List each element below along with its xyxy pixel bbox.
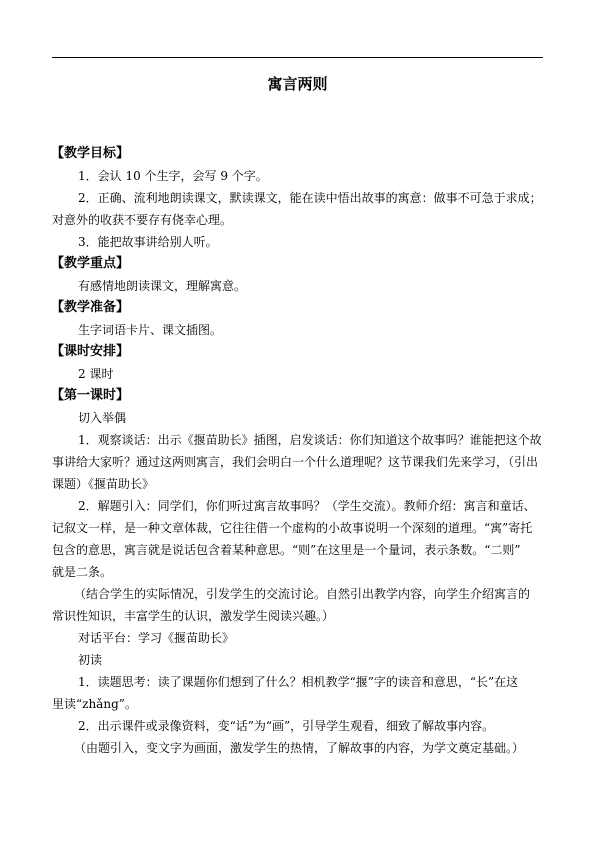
section-heading-preparation: 【教学准备】 bbox=[51, 300, 130, 315]
header-rule bbox=[52, 57, 543, 58]
first-read-label: 初读 bbox=[78, 653, 103, 667]
section-heading-goals: 【教学目标】 bbox=[51, 146, 130, 161]
note-1-line-2: 常识性知识，丰富学生的认识，激发学生阅读兴趣。） bbox=[52, 609, 335, 623]
read-1-line-2: 里读“zhǎng”。 bbox=[52, 697, 137, 711]
note-1-line-1: （结合学生的实际情况，引发学生的交流讨论。自然引出教学内容，向学生介绍寓言的 bbox=[74, 587, 531, 601]
section-heading-key-points: 【教学重点】 bbox=[51, 256, 130, 271]
key-points-text: 有感情地朗读课文，理解寓意。 bbox=[78, 279, 247, 293]
goal-item-1: 1．会认 10 个生字，会写 9 个字。 bbox=[78, 169, 268, 183]
page-title: 寓言两则 bbox=[267, 75, 328, 93]
step-2-line-1: 2．解题引入：同学们，你们听过寓言故事吗？（学生交流）。教师介绍：寓言和童话、 bbox=[78, 499, 536, 513]
step-1-line-1: 1．观察谈话：出示《揠苗助长》插图，启发谈话：你们知道这个故事吗？谁能把这个故 bbox=[78, 433, 542, 447]
note-2: （由题引入，变文字为画面，激发学生的热情，了解故事的内容，为学文奠定基础。） bbox=[74, 741, 525, 755]
section-heading-first-lesson: 【第一课时】 bbox=[51, 388, 130, 403]
section-heading-schedule: 【课时安排】 bbox=[51, 344, 130, 359]
read-1-line-1: 1．读题思考：读了课题你们想到了什么？相机教学“揠”字的读音和意思，“长”在这 bbox=[78, 675, 519, 689]
goal-item-3: 3．能把故事讲给别人听。 bbox=[78, 235, 218, 249]
document-body bbox=[52, 143, 543, 759]
step-2-line-4: 就是二条。 bbox=[52, 565, 113, 579]
read-2: 2．出示课件或录像资料，变“话”为“画”，引导学生观看，细致了解故事内容。 bbox=[78, 719, 495, 733]
dialogue-label: 对话平台：学习《揠苗助长》 bbox=[78, 631, 235, 645]
step-1-line-3: 课题）《揠苗助长》 bbox=[52, 477, 155, 491]
goal-item-2-line-2: 对意外的收获不要存有侥幸心理。 bbox=[52, 213, 233, 227]
schedule-text: 2 课时 bbox=[78, 367, 114, 381]
intro-label: 切入举偶 bbox=[78, 411, 127, 425]
step-1-line-2: 事讲给大家听？通过这两则寓言，我们会明白一个什么道理呢？这节课我们先来学习，（引出 bbox=[52, 455, 539, 469]
goal-item-2-line-1: 2．正确、流利地朗读课文，默读课文，能在读中悟出故事的寓意：做事不可急于求成； bbox=[78, 191, 542, 205]
step-2-line-3: 包含的意思，寓言就是说话包含着某种意思。“则”在这里是一个量词，表示条数。“二则” bbox=[52, 543, 521, 557]
preparation-text: 生字词语卡片、课文插图。 bbox=[78, 323, 223, 337]
step-2-line-2: 记叙文一样，是一种文章体裁，它往往借一个虚构的小故事说明一个深刻的道理。“寓”寄托 bbox=[52, 521, 533, 535]
